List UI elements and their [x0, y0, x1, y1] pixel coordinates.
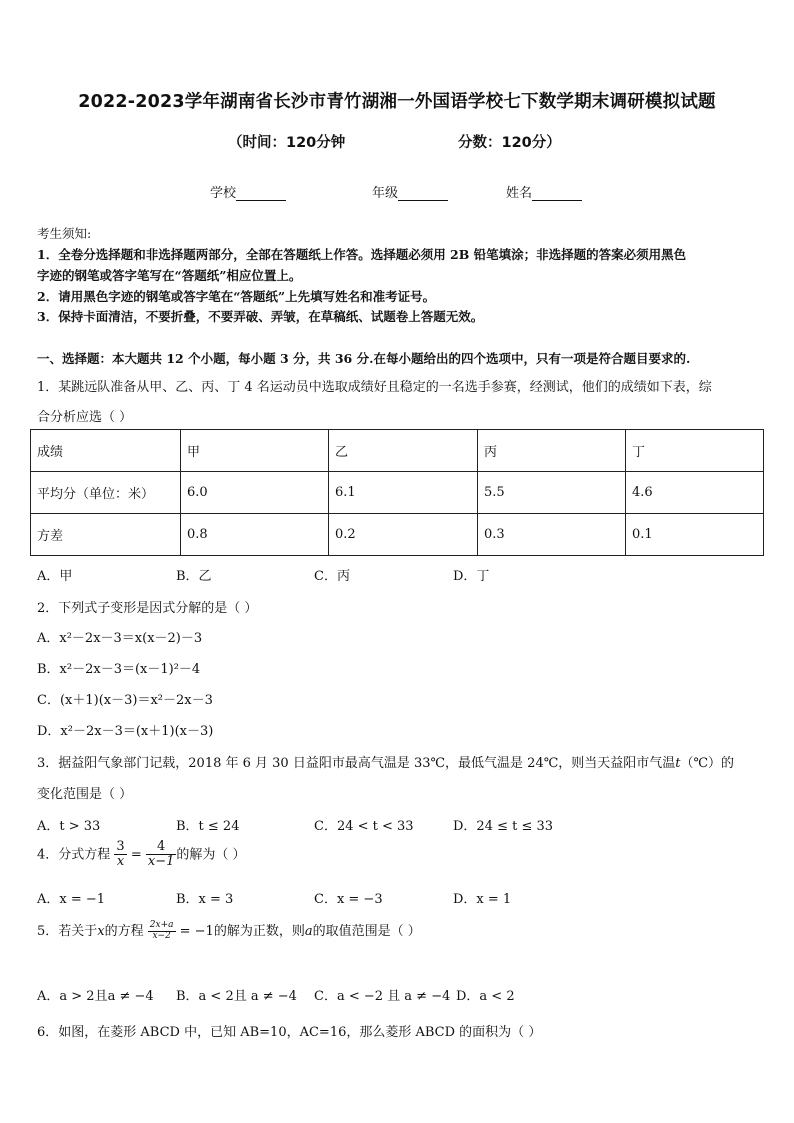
school-field — [210, 182, 286, 201]
table-row — [31, 514, 764, 556]
q4-stem-prefix: 4．分式方程 — [37, 847, 111, 863]
q4-fraction-1 — [114, 840, 126, 870]
q5-stem-mid: 的方程 — [104, 924, 144, 939]
table-cell: 5.5 — [478, 472, 626, 514]
table-cell: 0.3 — [478, 514, 626, 556]
q3-option-c[interactable]: C．24 < t < 33 — [314, 819, 414, 834]
fraction-numerator: 2x+a — [149, 920, 174, 931]
school-blank — [236, 188, 286, 201]
q4-fraction-2 — [146, 840, 177, 870]
q4-equals: = — [130, 847, 142, 863]
q1-option-c[interactable]: C．丙 — [314, 569, 350, 584]
q1-option-b[interactable]: B．乙 — [176, 569, 212, 584]
q5-rhs: = −1 — [179, 924, 214, 939]
q3-stem-line-1 — [37, 752, 734, 771]
table-cell: 丁 — [626, 430, 764, 472]
q6-stem: 6．如图，在菱形 ABCD 中，已知 AB=10，AC=16，那么菱形 ABCD 的面积为（ ） — [37, 1025, 542, 1040]
q5-option-c[interactable]: C．a < −2 且 a ≠ −4 — [314, 989, 451, 1004]
fraction-numerator: 3 — [116, 839, 125, 854]
score-label: 分数：120分） — [458, 135, 561, 151]
q4-option-d[interactable]: D．x = 1 — [453, 892, 512, 907]
notice-item-3: 3．保持卡面清洁，不要折叠，不要弄破、弄皱，在草稿纸、试题卷上答题无效。 — [37, 309, 484, 324]
table-cell: 0.2 — [329, 514, 478, 556]
q1-score-table — [30, 429, 764, 556]
fraction-denominator: x — [116, 854, 125, 870]
fraction-denominator: x−2 — [152, 931, 171, 941]
q3-unit: （℃）的 — [680, 756, 735, 771]
table-cell: 0.1 — [626, 514, 764, 556]
q3-option-d[interactable]: D．24 ≤ t ≤ 33 — [453, 819, 554, 834]
notice-item-1-line-1: 1．全卷分选择题和非选择题两部分，全部在答题纸上作答。选择题必须用 2B 铅笔填涂；非选择题的答案必须用黑色 — [37, 247, 687, 262]
q5-option-d[interactable]: D．a < 2 — [456, 989, 515, 1004]
q4-option-c[interactable]: C．x = −3 — [314, 892, 383, 907]
name-blank — [532, 188, 582, 201]
page-title: 2022-2023学年湖南省长沙市青竹湖湘一外国语学校七下数学期末调研模拟试题 — [78, 92, 716, 112]
q4-option-b[interactable]: B．x = 3 — [176, 892, 234, 907]
notice-heading: 考生须知: — [37, 226, 92, 241]
grade-blank — [398, 188, 448, 201]
grade-label: 年级 — [372, 186, 399, 201]
q5-stem-mid-2: 的解为正数，则 — [213, 924, 305, 939]
table-header-row — [31, 430, 764, 472]
school-label: 学校 — [210, 186, 237, 201]
table-cell: 0.8 — [181, 514, 329, 556]
q5-option-b[interactable]: B．a < 2且 a ≠ −4 — [176, 989, 297, 1004]
q3-stem-line-2: 变化范围是（ ） — [37, 787, 133, 802]
table-row — [31, 472, 764, 514]
q3-option-b[interactable]: B．t ≤ 24 — [176, 819, 240, 834]
table-cell: 4.6 — [626, 472, 764, 514]
q2-option-c[interactable]: C．(x＋1)(x－3)＝x²－2x－3 — [37, 693, 213, 708]
q2-option-a[interactable]: A．x²－2x－3＝x(x－2)－3 — [37, 631, 203, 646]
table-cell: 丙 — [478, 430, 626, 472]
name-label: 姓名 — [506, 186, 533, 201]
table-cell: 成绩 — [31, 430, 181, 472]
q3-option-a[interactable]: A．t > 33 — [37, 819, 101, 834]
notice-item-2: 2．请用黑色字迹的钢笔或答字笔在“答题纸”上先填写姓名和准考证号。 — [37, 289, 436, 304]
q1-stem-line-1: 1．某跳远队准备从甲、乙、丙、丁 4 名运动员中选取成绩好且稳定的一名选手参赛，经测试，他们的成绩如下表，综 — [37, 380, 712, 395]
time-label: （时间：120分钟 — [228, 135, 346, 151]
q4-option-a[interactable]: A．x = −1 — [37, 892, 106, 907]
table-cell: 甲 — [181, 430, 329, 472]
q3-stem-text: 3．据益阳气象部门记载，2018 年 6 月 30 日益阳市最高气温是 33℃，最低气温是 24℃，则当天益阳市气温 — [37, 756, 676, 771]
table-cell: 方差 — [31, 514, 181, 556]
q5-var-x: x — [97, 924, 105, 939]
q2-option-d[interactable]: D．x²－2x－3＝(x＋1)(x－3) — [37, 724, 214, 739]
q4-stem-suffix: 的解为（ ） — [176, 847, 246, 863]
q5-fraction — [148, 921, 176, 942]
fraction-denominator: x−1 — [147, 854, 175, 870]
table-cell: 乙 — [329, 430, 478, 472]
q2-stem: 2．下列式子变形是因式分解的是（ ） — [37, 601, 258, 616]
q2-option-b[interactable]: B．x²－2x－3＝(x－1)²－4 — [37, 662, 201, 677]
q5-option-a[interactable]: A．a > 2且a ≠ −4 — [37, 989, 154, 1004]
table-cell: 平均分（单位：米） — [31, 472, 181, 514]
q1-stem-line-2: 合分析应选（ ） — [37, 410, 133, 425]
q1-option-a[interactable]: A．甲 — [37, 569, 73, 584]
table-cell: 6.1 — [329, 472, 478, 514]
q5-stem-suffix: 的取值范围是（ ） — [312, 924, 421, 939]
name-field — [506, 182, 582, 201]
section-1-heading: 一、选择题：本大题共 12 个小题，每小题 3 分，共 36 分.在每小题给出的四个选项中，只有一项是符合题目要求的. — [37, 351, 691, 366]
grade-field — [372, 182, 448, 201]
q5-stem — [37, 920, 421, 942]
fraction-numerator: 4 — [146, 840, 177, 855]
q1-option-d[interactable]: D．丁 — [453, 569, 490, 584]
q5-var-a: a — [304, 924, 313, 939]
q3-var-t: t — [675, 756, 681, 771]
notice-item-1-line-2: 字迹的钢笔或答字笔写在“答题纸”相应位置上。 — [37, 268, 302, 283]
q5-stem-prefix: 5．若关于 — [37, 924, 98, 939]
table-cell: 6.0 — [181, 472, 329, 514]
q4-stem — [37, 840, 246, 870]
